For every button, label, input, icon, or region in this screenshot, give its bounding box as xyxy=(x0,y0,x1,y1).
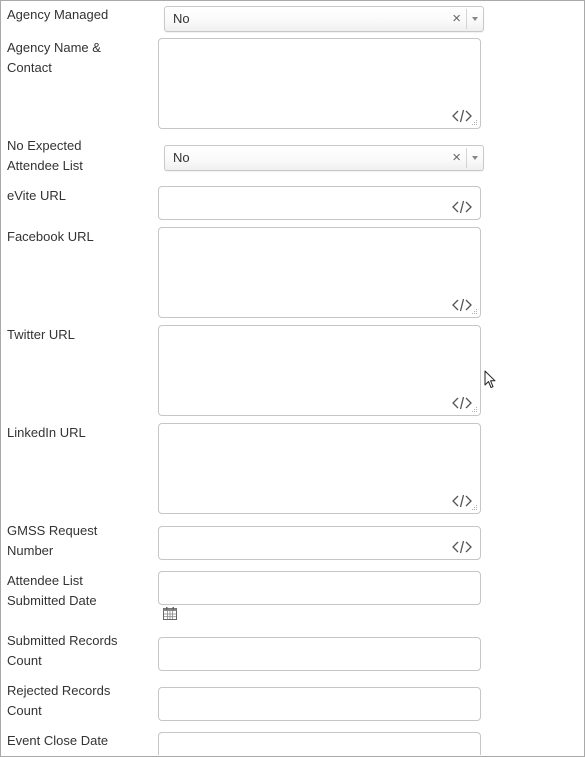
resize-grip-icon[interactable] xyxy=(471,119,478,126)
select-separator xyxy=(466,148,467,168)
gmss-request-number-input[interactable] xyxy=(158,526,481,560)
no-expected-attendee-list-value: No xyxy=(173,150,190,165)
select-separator xyxy=(466,9,467,29)
chevron-down-icon[interactable] xyxy=(472,156,478,160)
attendee-list-submitted-date-label: Attendee List Submitted Date xyxy=(7,573,97,608)
code-icon[interactable] xyxy=(452,540,472,554)
code-icon[interactable] xyxy=(452,298,472,312)
no-expected-attendee-list-label: No Expected Attendee List xyxy=(7,138,83,173)
facebook-url-label: Facebook URL xyxy=(7,229,94,244)
chevron-down-icon[interactable] xyxy=(472,17,478,21)
agency-managed-value: No xyxy=(173,11,190,26)
evite-url-input[interactable] xyxy=(158,186,481,220)
facebook-url-textarea[interactable] xyxy=(158,227,481,318)
agency-name-contact-textarea[interactable] xyxy=(158,38,481,129)
linkedin-url-textarea[interactable] xyxy=(158,423,481,514)
code-icon[interactable] xyxy=(452,109,472,123)
resize-grip-icon[interactable] xyxy=(471,504,478,511)
code-icon[interactable] xyxy=(452,396,472,410)
clear-icon[interactable]: × xyxy=(452,149,461,166)
submitted-records-count-input[interactable] xyxy=(158,637,481,671)
resize-grip-icon[interactable] xyxy=(471,308,478,315)
clear-icon[interactable]: × xyxy=(452,10,461,27)
mouse-pointer-icon xyxy=(484,370,496,389)
calendar-icon[interactable] xyxy=(163,607,177,620)
code-icon[interactable] xyxy=(452,494,472,508)
twitter-url-textarea[interactable] xyxy=(158,325,481,416)
rejected-records-count-input[interactable] xyxy=(158,687,481,721)
resize-grip-icon[interactable] xyxy=(471,406,478,413)
evite-url-label: eVite URL xyxy=(7,188,67,203)
gmss-request-number-label: GMSS Request Number xyxy=(7,523,98,558)
twitter-url-label: Twitter URL xyxy=(7,327,75,342)
rejected-records-count-label: Rejected Records Count xyxy=(7,683,111,718)
no-expected-attendee-list-select[interactable] xyxy=(164,145,484,171)
event-close-date-label: Event Close Date xyxy=(7,733,109,748)
agency-managed-label: Agency Managed xyxy=(7,7,109,22)
event-close-date-input[interactable] xyxy=(158,732,481,755)
agency-name-contact-label: Agency Name & Contact xyxy=(7,40,101,75)
submitted-records-count-label: Submitted Records Count xyxy=(7,633,118,668)
code-icon[interactable] xyxy=(452,200,472,214)
attendee-list-submitted-date-input[interactable] xyxy=(158,571,481,605)
agency-managed-select[interactable] xyxy=(164,6,484,32)
linkedin-url-label: LinkedIn URL xyxy=(7,425,86,440)
